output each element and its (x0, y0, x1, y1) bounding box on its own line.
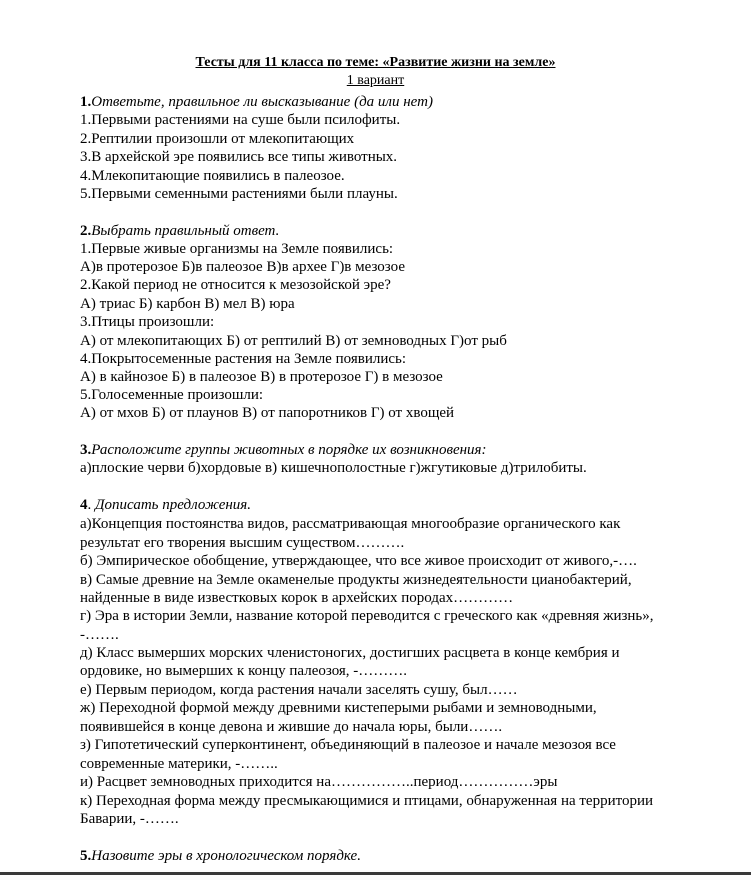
s4-line-1: а)Концепция постоянства видов, рассматривающая многообразие органического как (80, 516, 621, 532)
s3-line-1: а)плоские черви б)хордовые в) кишечнополостные г)жгутиковые д)трилобиты. (80, 460, 587, 476)
s2-line-2: А)в протерозое Б)в палеозое В)в архее Г)в мезозое (80, 259, 405, 275)
s2-line-10: А) от мхов Б) от плаунов В) от папоротников Г) от хвощей (80, 405, 455, 421)
section-5-heading (80, 847, 361, 865)
s4-line-10: е) Первым периодом, когда растения начали заселять сушу, был…… (80, 682, 518, 698)
s2-line-9: 5.Голосеменные произошли: (80, 387, 264, 403)
s4-line-17: Баварии, -……. (80, 811, 179, 827)
s2-line-8: А) в кайнозое Б) в палеозое В) в протерозое Г) в мезозое (80, 369, 443, 385)
s4-line-5: найденные в виде известковых корок в архейских породах………… (80, 590, 514, 606)
s4-line-3: б) Эмпирическое обобщение, утверждающее, что все живое происходит от живого,-…. (80, 553, 637, 569)
s2-line-7: 4.Покрытосеменные растения на Земле появились: (80, 351, 407, 367)
section-4-number: 4 (80, 497, 88, 513)
s4-line-9: ордовике, но вымерших к концу палеозоя, -………. (80, 663, 408, 679)
s2-line-5: 3.Птицы произошли: (80, 314, 215, 330)
s4-line-11: ж) Переходной формой между древними кистеперыми рыбами и земноводными, (80, 700, 597, 716)
section-4-separator: . (87, 497, 95, 513)
s4-line-16: к) Переходная форма между пресмыкающимися и птицами, обнаруженная на территории (80, 793, 654, 809)
s1-item-1: 1.Первыми растениями на суше были псилофиты. (80, 112, 401, 128)
s2-line-4: А) триас Б) карбон В) мел В) юра (80, 296, 295, 312)
s2-line-1: 1.Первые живые организмы на Земле появились: (80, 241, 394, 257)
section-2-number: 2. (80, 223, 92, 239)
s1-item-2: 2.Рептилии произошли от млекопитающих (80, 131, 355, 147)
s4-line-6: г) Эра в истории Земли, название которой переводится с греческого как «древняя жизнь», (80, 608, 654, 624)
variant-label: 1 вариант (346, 73, 405, 88)
section-4-heading (80, 496, 251, 514)
s2-line-6: А) от млекопитающих Б) от рептилий В) от земноводных Г)от рыб (80, 333, 507, 349)
s4-line-4: в) Самые древние на Земле окаменелые продукты жизнедеятельности цианобактерий, (80, 572, 632, 588)
section-3-heading (80, 441, 487, 459)
document-title: Тесты для 11 класса по теме: «Развитие жизни на земле» (195, 55, 556, 70)
s4-line-13: з) Гипотетический суперконтинент, объединяющий в палеозое и начале мезозоя все (80, 737, 616, 753)
s1-item-5: 5.Первыми семенными растениями были плауны. (80, 186, 398, 202)
s1-item-3: 3.В архейской эре появились все типы животных. (80, 149, 398, 165)
section-2-heading (80, 222, 279, 240)
s4-line-7: -……. (80, 627, 119, 643)
s4-line-15: и) Расцвет земноводных приходится на……………..период……………эры (80, 774, 558, 790)
section-5-title: Назовите эры в хронологическом порядке. (91, 848, 361, 864)
s4-line-12: появившейся в конце девона и жившие до начала юры, были……. (80, 719, 503, 735)
section-3-title: Расположите группы животных в порядке их возникновения: (91, 442, 487, 458)
section-2-title: Выбрать правильный ответ. (91, 223, 280, 239)
s2-line-3: 2.Какой период не относится к мезозойской эре? (80, 277, 391, 293)
s1-item-4: 4.Млекопитающие появились в палеозое. (80, 168, 345, 184)
section-1-heading (80, 93, 433, 111)
section-1-title: Ответьте, правильное ли высказывание (да или нет) (91, 94, 433, 110)
s4-line-14: современные материки, -…….. (80, 756, 278, 772)
section-1-number: 1. (80, 94, 92, 110)
s4-line-2: результат его творения высшим существом………. (80, 535, 405, 551)
section-5-number: 5. (80, 848, 92, 864)
s4-line-8: д) Класс вымерших морских членистоногих, достигших расцвета в конце кембрия и (80, 645, 620, 661)
section-3-number: 3. (80, 442, 92, 458)
section-4-title: Дописать предложения. (95, 497, 252, 513)
